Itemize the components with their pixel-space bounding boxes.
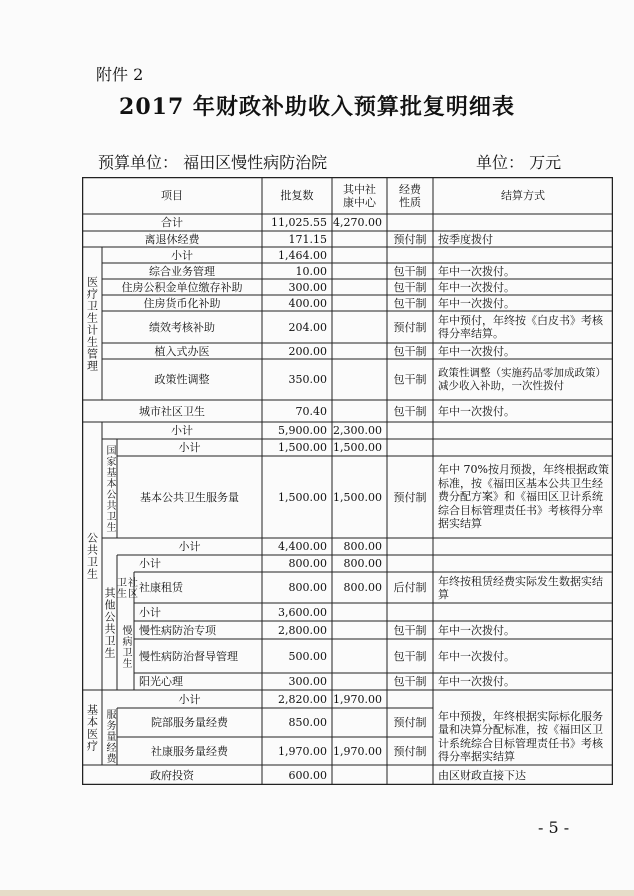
row-label: 绩效考核补助 — [149, 320, 215, 334]
row-label: 离退休经费 — [144, 232, 200, 246]
row-nature: 包干制 — [393, 404, 427, 418]
row-nature: 包干制 — [393, 623, 427, 637]
row-approved: 350.00 — [288, 373, 327, 386]
budget-unit: 预算单位： 福田区慢性病防治院 — [98, 153, 328, 172]
row-approved: 1,970.00 — [278, 744, 327, 758]
row-label: 院部服务量经费 — [151, 716, 228, 729]
header-approved: 批复数 — [280, 189, 314, 202]
row-center: 1,500.00 — [333, 490, 382, 504]
row-label: 小计 — [171, 248, 193, 262]
row-nature: 包干制 — [393, 296, 427, 310]
row-method: 年中预付，年终按《白皮书》考核得分率结算。 — [438, 314, 603, 340]
row-center: 800.00 — [343, 557, 382, 570]
row-label: 政府投资 — [150, 768, 194, 782]
group-public-health: 公共卫生 — [85, 532, 99, 580]
row-nature: 预付制 — [393, 490, 427, 504]
row-label: 综合业务管理 — [149, 264, 215, 278]
page-number: - 5 - — [538, 818, 570, 837]
row-nature: 包干制 — [393, 280, 427, 294]
row-method: 年中一次拨付。 — [438, 675, 515, 688]
row-label: 小计 — [139, 557, 161, 570]
row-approved: 4,400.00 — [278, 540, 327, 553]
row-approved: 400.00 — [288, 296, 327, 310]
row-nature: 预付制 — [393, 716, 427, 729]
row-approved: 70.40 — [295, 404, 327, 418]
row-nature: 预付制 — [393, 232, 427, 246]
row-label: 小计 — [178, 540, 201, 553]
row-label: 小计 — [139, 605, 161, 619]
row-label: 政策性调整 — [154, 373, 210, 386]
header-item: 项目 — [161, 189, 183, 202]
group-other-public: 其他公共卫生 — [103, 586, 116, 659]
row-approved: 300.00 — [288, 675, 327, 688]
row-label: 住房货币化补助 — [143, 296, 221, 310]
row-approved: 800.00 — [288, 557, 327, 570]
row-nature: 预付制 — [393, 320, 427, 334]
row-label: 慢性病防治专项 — [139, 623, 216, 637]
row-method: 年中一次拨付。 — [438, 623, 515, 637]
row-approved: 1,500.00 — [278, 441, 327, 454]
row-method: 政策性调整（实施药品零加成政策）减少收入补助，一次性拨付 — [438, 367, 606, 392]
row-approved: 300.00 — [288, 280, 327, 294]
row-label: 城市社区卫生 — [139, 404, 205, 418]
row-nature: 包干制 — [393, 264, 427, 278]
row-label: 社康租赁 — [139, 581, 183, 594]
row-method: 年中一次拨付。 — [438, 404, 515, 418]
row-approved: 5,900.00 — [278, 424, 327, 437]
row-approved: 3,600.00 — [278, 605, 327, 619]
row-label: 基本公共卫生服务量 — [140, 490, 239, 504]
unit-of-measure: 单位： 万元 — [476, 153, 562, 172]
row-label: 小计 — [178, 441, 201, 454]
group-basic-medical: 基本医疗 — [85, 703, 99, 752]
row-label: 阳光心理 — [139, 675, 183, 688]
row-label: 社康服务量经费 — [151, 744, 228, 758]
row-method: 年中一次拨付。 — [438, 280, 515, 294]
header-center: 其中社康中心 — [343, 182, 376, 209]
row-approved: 204.00 — [288, 320, 327, 334]
row-approved: 2,800.00 — [278, 623, 327, 637]
group-chronic: 慢病卫生 — [120, 625, 131, 669]
row-method: 按季度拨付 — [438, 232, 493, 246]
row-approved: 800.00 — [288, 581, 327, 594]
row-center: 2,300.00 — [333, 424, 382, 437]
attachment-label: 附件 2 — [96, 65, 144, 84]
row-approved: 850.00 — [288, 716, 327, 729]
row-approved: 500.00 — [288, 649, 327, 663]
row-method: 年中一次拨付。 — [438, 344, 515, 358]
row-approved: 1,464.00 — [278, 248, 327, 262]
group-service-funds: 服务量经费 — [104, 709, 115, 764]
row-center: 800.00 — [343, 581, 382, 594]
row-method: 年中一次拨付。 — [438, 264, 515, 278]
row-approved: 171.15 — [288, 232, 327, 246]
row-center: 1,500.00 — [333, 441, 382, 454]
group-community: 社区卫生 — [114, 576, 137, 599]
row-label: 住房公积金单位缴存补助 — [121, 280, 243, 294]
row-method: 年中 70%按月预拨，年终根据政策标准，按《福田区基本公共卫生经费分配方案》和《福田区卫计系统综合目标管理责任书》考核得分率据实结算 — [438, 463, 609, 531]
row-center: 1,970.00 — [333, 744, 382, 758]
group-medical: 医疗卫生计生管理 — [85, 275, 99, 372]
row-approved: 10.00 — [295, 264, 327, 278]
row-method: 年终按租赁经费实际发生数据实结算 — [438, 574, 603, 601]
header-nature: 经费性质 — [399, 182, 421, 209]
row-method: 由区财政直接下达 — [438, 768, 526, 782]
document-title: 2017 年财政补助收入预算批复明细表 — [119, 94, 515, 120]
row-approved: 1,500.00 — [278, 490, 327, 504]
row-label: 合计 — [161, 216, 183, 229]
row-method: 年中预拨，年终根据实际标化服务量和决算分配标准，按《福田区卫计系统综合目标管理责任书》考核得分率据实结算 — [438, 709, 603, 763]
row-label: 小计 — [178, 692, 201, 706]
header-method: 结算方式 — [501, 189, 545, 202]
row-center: 1,970.00 — [333, 692, 382, 706]
row-method: 年中一次拨付。 — [438, 649, 515, 663]
row-nature: 包干制 — [393, 373, 427, 386]
row-center: 800.00 — [343, 540, 382, 553]
row-approved: 11,025.55 — [271, 216, 327, 229]
group-national: 国家基本公共卫生 — [104, 444, 115, 533]
row-nature: 包干制 — [393, 649, 427, 663]
budget-table — [82, 177, 613, 785]
row-nature: 预付制 — [393, 744, 427, 758]
row-method: 年中一次拨付。 — [438, 296, 515, 310]
row-center: 4,270.00 — [333, 216, 382, 229]
row-nature: 后付制 — [393, 581, 427, 594]
row-nature: 包干制 — [393, 675, 427, 688]
row-approved: 600.00 — [288, 768, 327, 782]
row-label: 慢性病防治督导管理 — [139, 649, 238, 663]
row-label: 植入式办医 — [154, 344, 210, 358]
row-nature: 包干制 — [393, 344, 427, 358]
row-approved: 2,820.00 — [278, 692, 327, 706]
page-bottom-edge — [0, 890, 634, 896]
row-label: 小计 — [171, 424, 193, 437]
row-approved: 200.00 — [288, 344, 327, 358]
